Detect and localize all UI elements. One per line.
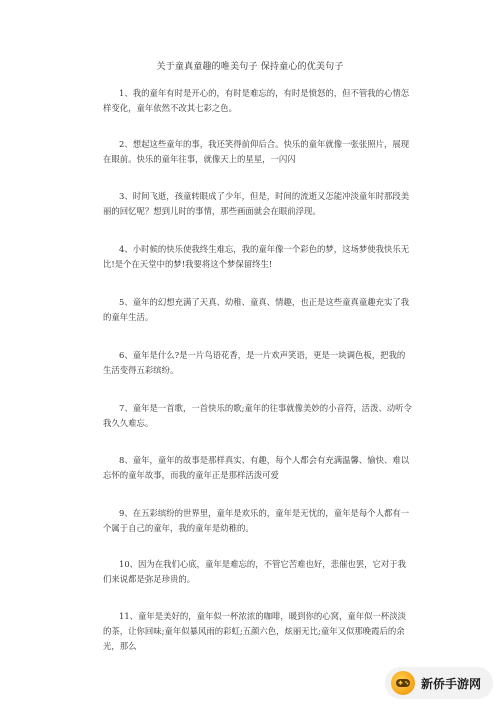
paragraph-1 bbox=[103, 86, 413, 116]
paragraph-10 bbox=[103, 557, 413, 587]
paragraph-2 bbox=[103, 137, 413, 167]
watermark-text: 新侨手游网 bbox=[421, 676, 482, 691]
paragraph-text: 9、在五彩缤纷的世界里，童年是欢乐的，童年是无忧的，童年是每个人都有一个属于自己的童年，我的童年是幼稚的。 bbox=[103, 508, 410, 533]
paragraph-5 bbox=[103, 295, 413, 325]
paragraph-7 bbox=[103, 401, 413, 431]
paragraph-text: 7、童年是一首歌，一首快乐的歌;童年的往事就像美妙的小音符，活泼、动听令我久久难忘。 bbox=[103, 403, 412, 428]
paragraph-text: 11、童年是美好的，童年似一杯浓浓的咖啡，暖到你的心窝，童年似一杯淡淡的茶，让你回味;童年似暴风雨的彩虹;五颜六色，炫丽无比;童年又似那晚霞后的余光，那么 bbox=[103, 611, 407, 651]
paragraph-11 bbox=[103, 609, 413, 654]
paragraph-text: 4、小时候的快乐使我终生难忘，我的童年像一个彩色的梦，这场梦使我快乐无比!是个在天堂中的梦!我要将这个梦保留终生! bbox=[103, 244, 410, 269]
paragraph-9 bbox=[103, 506, 413, 536]
paragraph-text: 10、因为在我们心底，童年是难忘的，不管它苦难也好，悲催也罢，它对于我们来说都是弥足珍贵的。 bbox=[103, 559, 407, 584]
paragraph-4 bbox=[103, 242, 413, 272]
paragraph-text: 3、时间飞逝，孩童转眼成了少年，但是，时间的流逝又怎能冲淡童年时那段美丽的回忆呢？想到儿时的事情，那些画面就会在眼前浮现。 bbox=[103, 191, 410, 216]
paragraph-text: 1、我的童年有时是开心的，有时是难忘的，有时是愤怒的，但不管我的心情怎样变化，童年依然不改其七彩之色。 bbox=[103, 88, 410, 113]
paragraph-text: 6、童年是什么?是一片鸟语花香，是一片欢声笑语，更是一块调色板，把我的生活变得五彩缤纷。 bbox=[103, 350, 406, 375]
document-title: 关于童真童趣的唯美句子 保持童心的优美句子 bbox=[156, 62, 344, 72]
paragraph-6 bbox=[103, 348, 413, 378]
paragraph-8 bbox=[103, 453, 413, 483]
game-controller-icon bbox=[391, 671, 415, 695]
site-watermark bbox=[386, 668, 492, 698]
paragraph-text: 5、童年的幻想充满了天真、幼稚、童真、情趣，也正是这些童真童趣充实了我的童年生活。 bbox=[103, 297, 410, 322]
paragraph-text: 2、想起这些童年的事，我还笑得前仰后合。快乐的童年就像一张张照片，展现在眼前。快乐的童年往事，就像天上的星星，一闪闪 bbox=[103, 139, 410, 164]
paragraph-3 bbox=[103, 189, 413, 219]
paragraph-text: 8、童年，童年的故事是那样真实、有趣，每个人都会有充满温馨、愉快、难以忘怀的童年故事，而我的童年正是那样活泼可爱 bbox=[103, 455, 410, 480]
